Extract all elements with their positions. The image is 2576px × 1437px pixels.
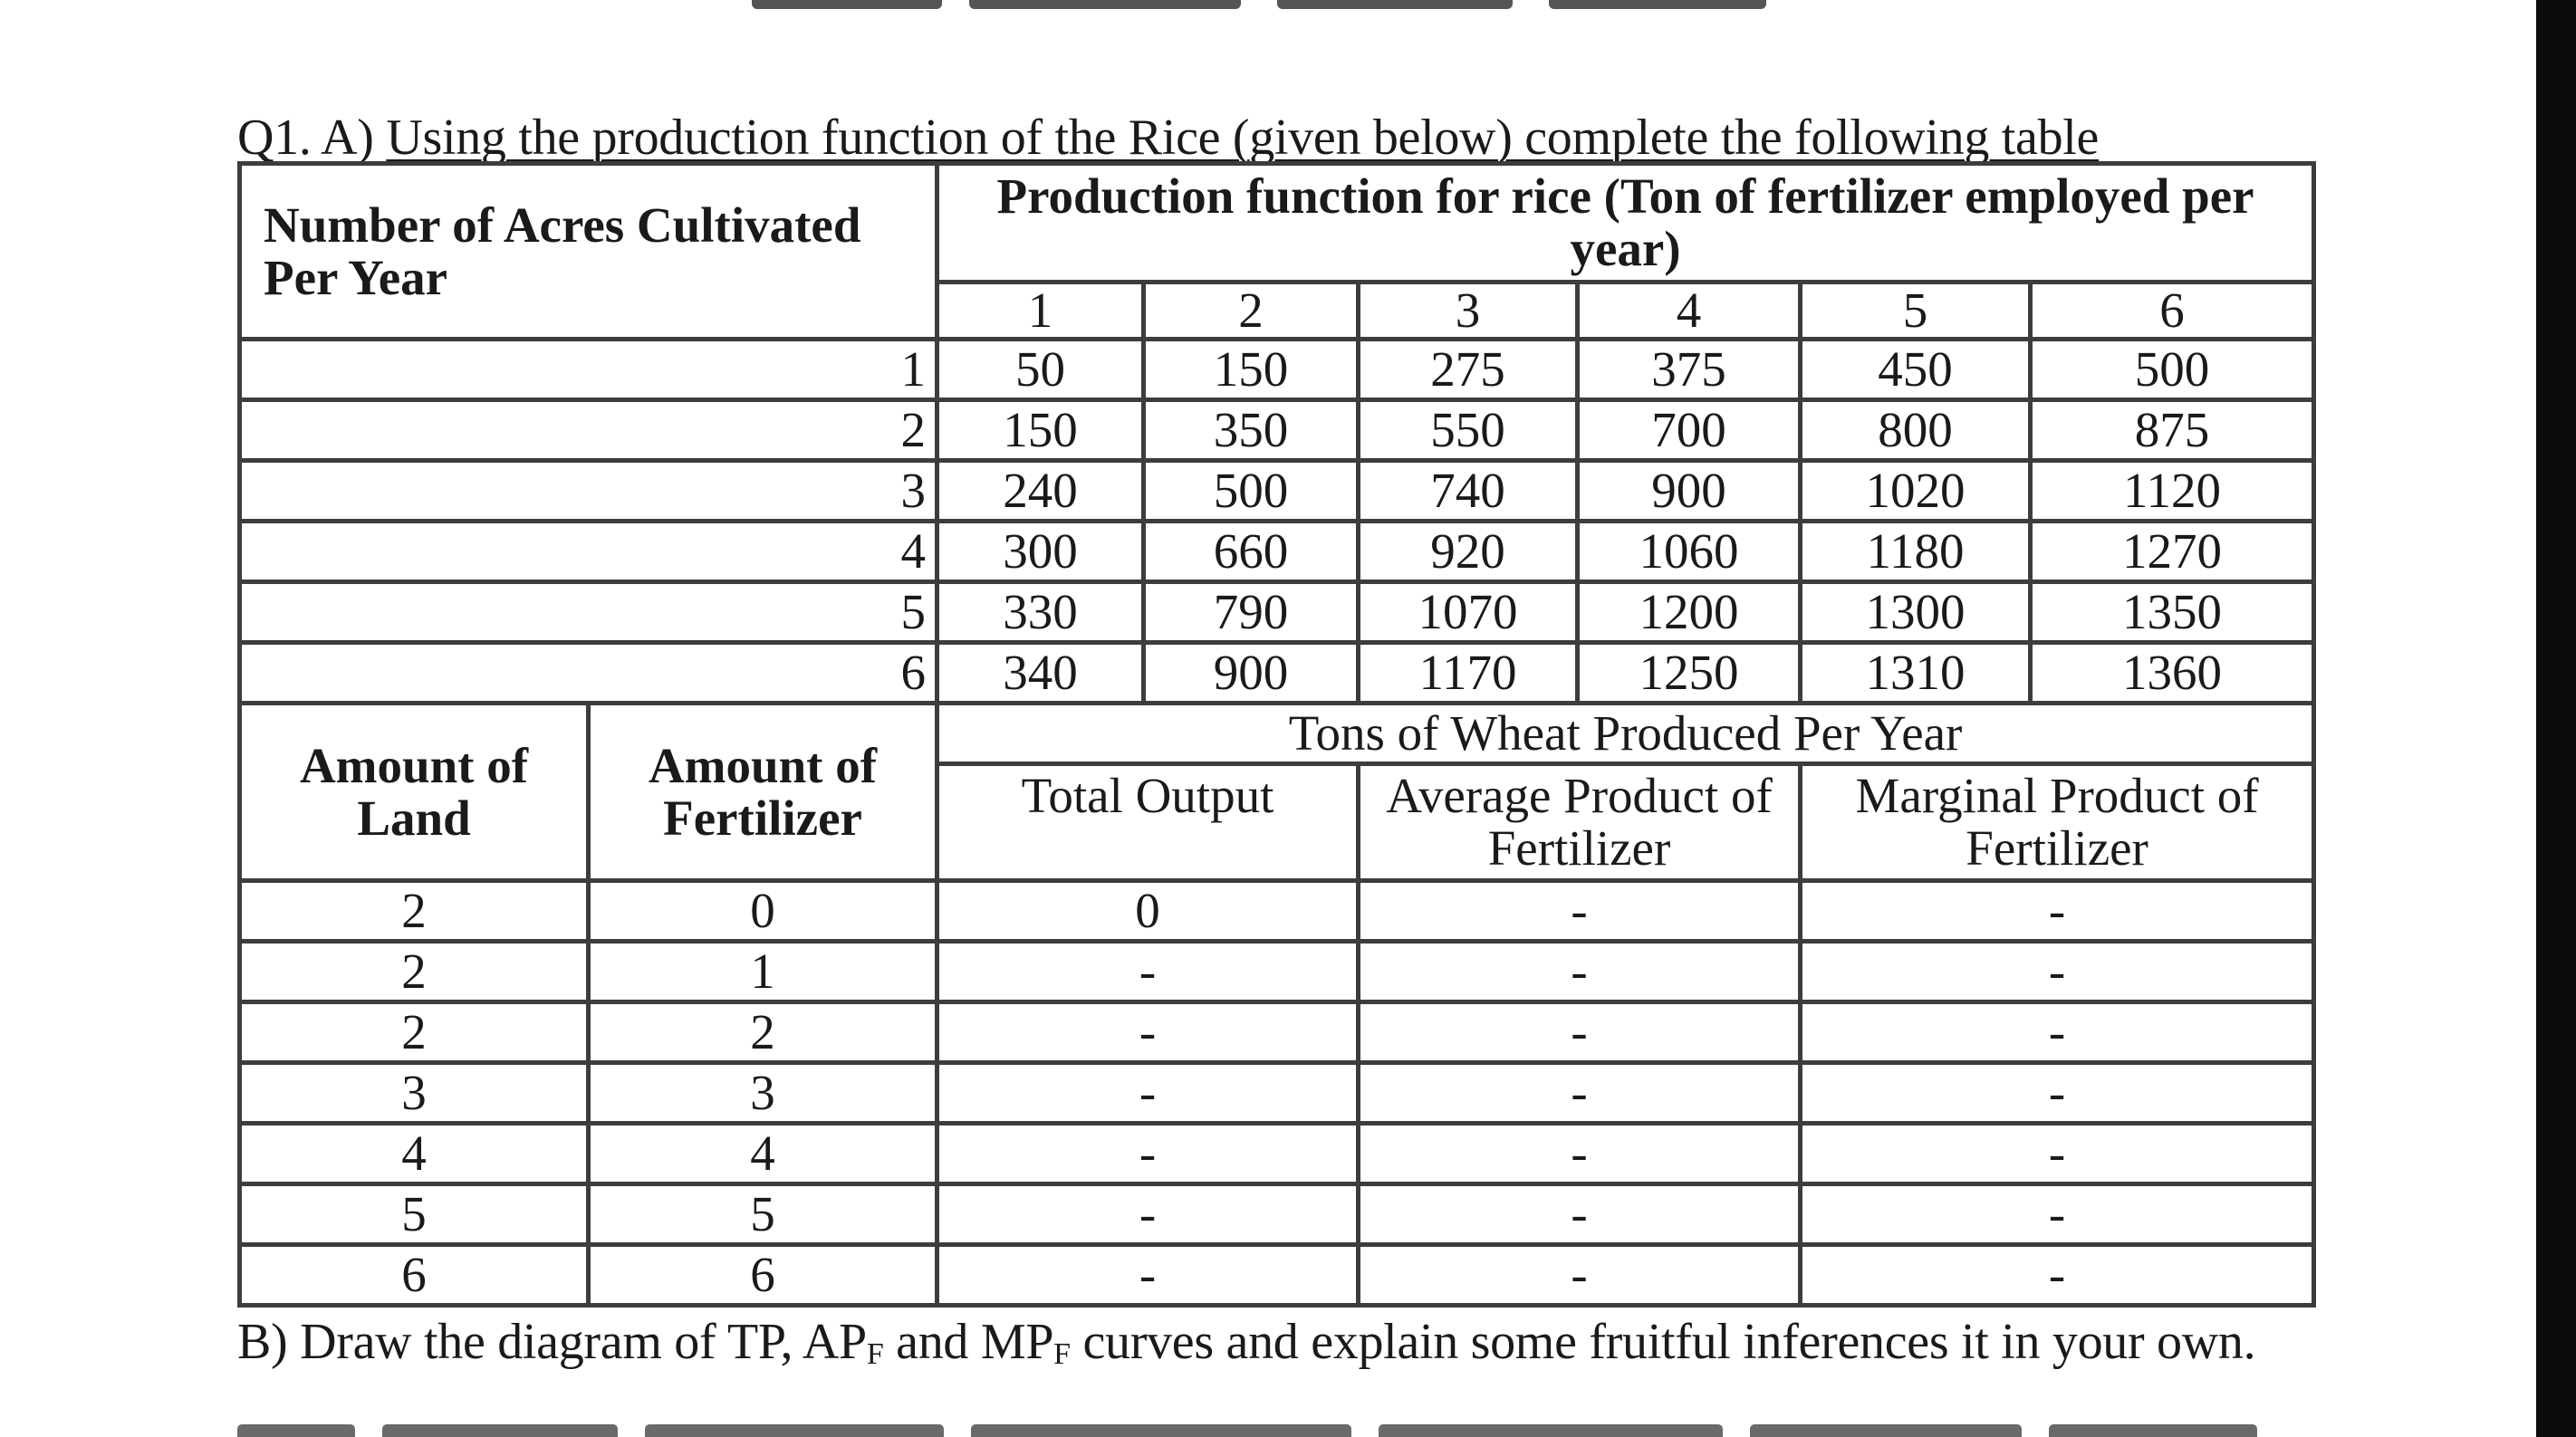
- output-cell: 500: [1144, 461, 1359, 522]
- total-output-cell: -: [937, 1124, 1359, 1184]
- output-cell: 300: [937, 522, 1144, 582]
- total-output-header: Total Output: [937, 764, 1359, 881]
- marginal-product-cell: -: [1801, 1245, 2314, 1306]
- output-cell: 700: [1578, 400, 1801, 461]
- output-cell: 1300: [1801, 582, 2031, 643]
- table-row: [240, 1245, 2314, 1306]
- output-cell: 240: [937, 461, 1144, 522]
- fertilizer-level-1: 1: [937, 283, 1144, 340]
- marginal-product-cell: -: [1801, 881, 2314, 942]
- output-cell: 340: [937, 643, 1144, 704]
- output-cell: 790: [1144, 582, 1359, 643]
- output-cell: 900: [1578, 461, 1801, 522]
- average-product-cell: -: [1359, 942, 1801, 1002]
- output-cell: 1180: [1801, 522, 2031, 582]
- part-b-subscript-1: F: [866, 1337, 884, 1371]
- total-output-cell: -: [937, 1245, 1359, 1306]
- land-cell: 5: [240, 1184, 589, 1245]
- fertilizer-level-6: 6: [2031, 283, 2314, 340]
- table-row: [240, 522, 2314, 582]
- table-row: [240, 340, 2314, 400]
- fertilizer-cell: 1: [589, 942, 937, 1002]
- production-function-header: Production function for rice (Ton of fertilizer employed per year): [937, 164, 2314, 283]
- part-b-instruction: [237, 1311, 2502, 1385]
- output-cell: 150: [937, 400, 1144, 461]
- output-cell: 350: [1144, 400, 1359, 461]
- land-cell: 2: [240, 942, 589, 1002]
- part-b-text-3: curves and explain some fruitful inferences it in your own.: [1070, 1314, 2256, 1370]
- land-cell: 6: [240, 1245, 589, 1306]
- output-cell: 1120: [2031, 461, 2314, 522]
- total-output-cell: 0: [937, 881, 1359, 942]
- output-cell: 660: [1144, 522, 1359, 582]
- land-header: Amount of Land: [240, 704, 589, 881]
- output-cell: 1360: [2031, 643, 2314, 704]
- output-cell: 1310: [1801, 643, 2031, 704]
- output-cell: 1070: [1359, 582, 1578, 643]
- output-cell: 1270: [2031, 522, 2314, 582]
- total-output-cell: -: [937, 1063, 1359, 1124]
- marginal-product-cell: -: [1801, 1063, 2314, 1124]
- output-cell: 275: [1359, 340, 1578, 400]
- fertilizer-level-2: 2: [1144, 283, 1359, 340]
- output-cell: 800: [1801, 400, 2031, 461]
- average-product-cell: -: [1359, 1063, 1801, 1124]
- fertilizer-cell: 6: [589, 1245, 937, 1306]
- part-b-text-1: B) Draw the diagram of TP, AP: [237, 1314, 867, 1370]
- average-product-cell: -: [1359, 881, 1801, 942]
- acres-cell: 5: [240, 582, 937, 643]
- output-cell: 500: [2031, 340, 2314, 400]
- average-product-cell: -: [1359, 1002, 1801, 1063]
- fertilizer-cell: 5: [589, 1184, 937, 1245]
- rice-production-table: [237, 161, 2316, 1308]
- output-cell: 1020: [1801, 461, 2031, 522]
- acres-cell: 2: [240, 400, 937, 461]
- land-cell: 3: [240, 1063, 589, 1124]
- land-cell: 2: [240, 881, 589, 942]
- marginal-product-cell: -: [1801, 1124, 2314, 1184]
- acres-cell: 1: [240, 340, 937, 400]
- wheat-output-group-header: Tons of Wheat Produced Per Year: [937, 704, 2314, 764]
- fertilizer-header: Amount of Fertilizer: [589, 704, 937, 881]
- fertilizer-cell: 0: [589, 881, 937, 942]
- total-output-cell: -: [937, 1184, 1359, 1245]
- table-row: [240, 1184, 2314, 1245]
- cropped-heading-fragment: [752, 0, 1775, 13]
- fertilizer-level-3: 3: [1359, 283, 1578, 340]
- question-title: [237, 107, 2502, 168]
- table-row: [240, 1124, 2314, 1184]
- output-cell: 740: [1359, 461, 1578, 522]
- output-cell: 375: [1578, 340, 1801, 400]
- acres-header: Number of Acres Cultivated Per Year: [240, 164, 937, 340]
- table-row: [240, 400, 2314, 461]
- marginal-product-cell: -: [1801, 1184, 2314, 1245]
- part-b-text-2: and MP: [883, 1314, 1054, 1370]
- marginal-product-header: Marginal Product of Fertilizer: [1801, 764, 2314, 881]
- table-row: [240, 881, 2314, 942]
- marginal-product-cell: -: [1801, 1002, 2314, 1063]
- fertilizer-cell: 2: [589, 1002, 937, 1063]
- output-cell: 150: [1144, 340, 1359, 400]
- output-cell: 900: [1144, 643, 1359, 704]
- fertilizer-cell: 3: [589, 1063, 937, 1124]
- average-product-cell: -: [1359, 1245, 1801, 1306]
- acres-cell: 6: [240, 643, 937, 704]
- output-cell: 550: [1359, 400, 1578, 461]
- table-row: [240, 1063, 2314, 1124]
- output-cell: 1350: [2031, 582, 2314, 643]
- output-cell: 1170: [1359, 643, 1578, 704]
- total-output-cell: -: [937, 1002, 1359, 1063]
- output-cell: 50: [937, 340, 1144, 400]
- average-product-cell: -: [1359, 1184, 1801, 1245]
- average-product-header: Average Product of Fertilizer: [1359, 764, 1801, 881]
- output-cell: 450: [1801, 340, 2031, 400]
- acres-cell: 4: [240, 522, 937, 582]
- fertilizer-level-4: 4: [1578, 283, 1801, 340]
- cropped-next-line-fragment: [237, 1417, 2257, 1437]
- marginal-product-cell: -: [1801, 942, 2314, 1002]
- output-cell: 875: [2031, 400, 2314, 461]
- output-cell: 1060: [1578, 522, 1801, 582]
- acres-cell: 3: [240, 461, 937, 522]
- part-b-subscript-2: F: [1053, 1337, 1071, 1371]
- table-row: [240, 942, 2314, 1002]
- total-output-cell: -: [937, 942, 1359, 1002]
- average-product-cell: -: [1359, 1124, 1801, 1184]
- output-cell: 920: [1359, 522, 1578, 582]
- table-row: [240, 643, 2314, 704]
- fertilizer-level-5: 5: [1801, 283, 2031, 340]
- question-instruction: Using the production function of the Rice (given below) complete the following table: [386, 110, 2100, 166]
- output-cell: 330: [937, 582, 1144, 643]
- output-cell: 1200: [1578, 582, 1801, 643]
- table-row: [240, 1002, 2314, 1063]
- output-cell: 1250: [1578, 643, 1801, 704]
- table-row: [240, 461, 2314, 522]
- land-cell: 2: [240, 1002, 589, 1063]
- table-row: [240, 582, 2314, 643]
- window-edge: [2536, 0, 2576, 1437]
- land-cell: 4: [240, 1124, 589, 1184]
- question-prefix: Q1. A): [237, 110, 387, 166]
- fertilizer-cell: 4: [589, 1124, 937, 1184]
